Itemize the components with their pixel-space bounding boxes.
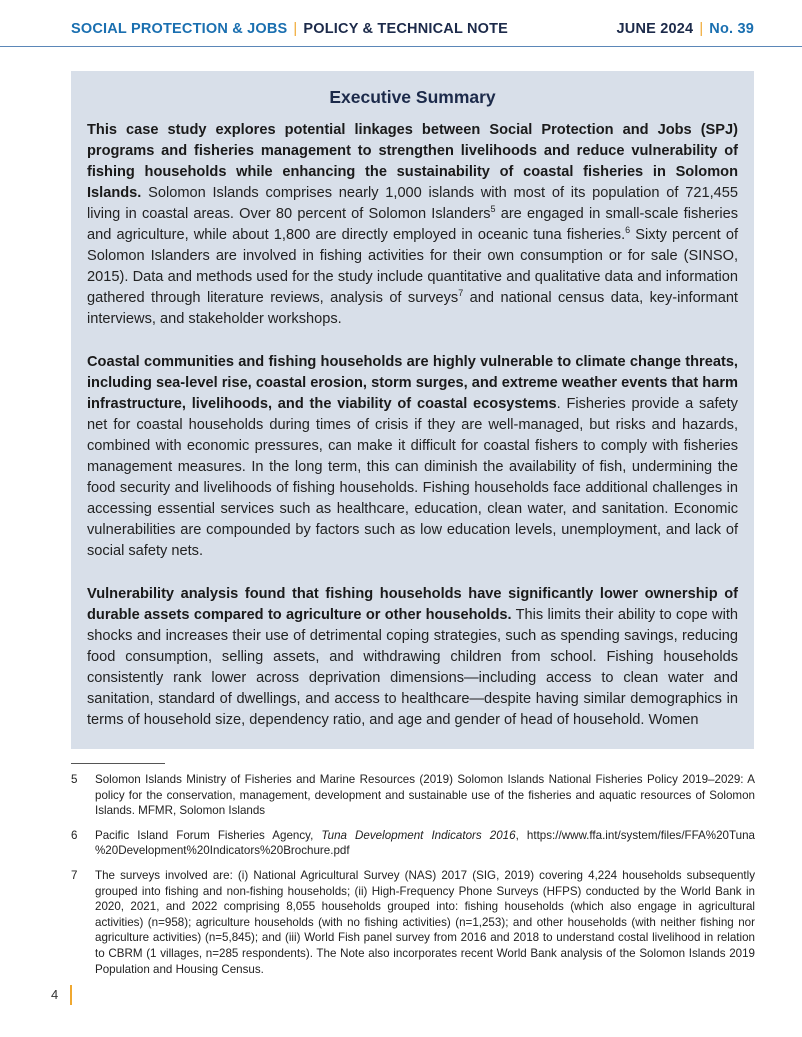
footnote-7 <box>71 868 755 977</box>
header-series: SOCIAL PROTECTION & JOBS <box>71 21 288 37</box>
footnote-text: The surveys involved are: (i) National Agricultural Survey (NAS) 2017 (SIG, 2019) covering 4,224 households subsequently grouped into fishing and non-fishing households; (ii) High-Frequency Phone Surveys (HFPS) conducted by the World Bank in 2020, 2021, and 2022 comprising 8,055 households grouped into: fishing households (which also engage in agricultural activities) (n=958); agriculture households (with no fishing activities) (n=1,253); and other households (with neither fishing nor agriculture activities) (n=5,845); and (iii) World Fish panel survey from 2016 and 2018 to understand costal livelihood in relation to CBRM (1 villages, n=285 respondents). The Note also incorporates recent World Bank analysis of the Solomon Islands 2019 Population and Housing Census. <box>95 868 755 976</box>
header-left <box>71 21 508 37</box>
paragraph-2-text: . Fisheries provide a safety net for coastal households during times of crisis if they are well-managed, but risks and hazards, combined with economic pressures, can make it difficult for coastal fishers to comply with fisheries management measures. In the long term, this can diminish the availability of fish, undermining the food security and livelihoods of fishing households. Fishing households face additional challenges in accessing essential services such as healthcare, education, clean water, and sanitation. Economic vulnerabilities are compounded by factors such as low education levels, unemployment, and lack of social safety nets. <box>87 396 738 559</box>
paragraph-1-text-4: and national census data, key-informant interviews, and stakeholder workshops. <box>87 290 738 327</box>
paragraph-1-lead: This case study explores potential linkages between Social Protection and Jobs (SPJ) programs and fisheries management to strengthen livelihoods and reduce vulnerability of fishing households while enhancing the sustainability of coastal fisheries in Solomon Islands. <box>87 122 738 201</box>
paragraph-2-lead: Coastal communities and fishing households are highly vulnerable to climate change threats, including sea-level rise, coastal erosion, storm surges, and extreme weather events that harm infrastructure, livelihoods, and the viability of coastal ecosystems <box>87 354 738 412</box>
footnote-ref-5[interactable]: 5 <box>490 204 496 215</box>
footnote-text: Solomon Islands Ministry of Fisheries and Marine Resources (2019) Solomon Islands National Fisheries Policy 2019–2029: A policy for the conservation, management, development and sustainable use of the fisheries and aquatic resources of Solomon Islands. MFMR, Solomon Islands <box>95 773 755 818</box>
header-date: JUNE 2024 <box>616 21 694 37</box>
page-number-bar <box>70 985 72 1005</box>
executive-summary-box <box>71 71 754 749</box>
footnote-divider <box>71 763 165 764</box>
footnote-url[interactable]: , https://www.ffa.int/system/files/FFA%20Tuna %20Development%20Indicators%20Brochure.pdf <box>95 828 755 858</box>
paragraph-1-text-1: Solomon Islands comprises nearly 1,000 islands with most of its population of 721,455 living in coastal areas. Over 80 percent of Solomon Islanders <box>87 185 738 222</box>
header-divider: | <box>293 21 298 37</box>
footnote-text-pre: Pacific Island Forum Fisheries Agency, <box>95 828 322 842</box>
footnote-5 <box>71 772 755 819</box>
page-header <box>0 0 802 47</box>
header-doc-type: POLICY & TECHNICAL NOTE <box>303 21 509 37</box>
header-right <box>617 21 754 37</box>
header-divider-2: | <box>699 21 704 37</box>
summary-title: Executive Summary <box>329 87 496 107</box>
footnote-title-italic: Tuna Development Indicators 2016 <box>321 828 516 842</box>
page-number: 4 <box>51 987 59 1002</box>
summary-paragraph-2 <box>87 352 738 562</box>
footnote-6 <box>71 828 755 859</box>
header-issue: No. 39 <box>709 21 754 37</box>
footnote-number: 7 <box>71 868 78 882</box>
footnote-number: 6 <box>71 828 78 842</box>
footnote-number: 5 <box>71 773 78 786</box>
paragraph-3-lead: Vulnerability analysis found that fishing households have significantly lower ownership of durable assets compared to agriculture or other households. <box>87 586 738 623</box>
footnotes <box>71 772 755 986</box>
footnote-ref-6[interactable]: 6 <box>625 225 631 236</box>
summary-paragraph-1 <box>87 120 738 330</box>
paragraph-1-text-2: are engaged in small-scale fisheries and agriculture, while about 1,800 are directly employed in oceanic tuna fisheries. <box>87 206 738 243</box>
summary-paragraph-3 <box>87 584 738 731</box>
paragraph-1-text-3: Sixty percent of Solomon Islanders are involved in fishing activities for their own consumption or for sale (SINSO, 2015). Data and methods used for the study include quantitative and qualitative data and information gathered through literature reviews, analysis of surveys <box>87 227 739 306</box>
footnote-ref-7[interactable]: 7 <box>458 288 464 299</box>
paragraph-3-text: This limits their ability to cope with shocks and increases their use of detrimental coping strategies, such as spending savings, reducing food consumption, selling assets, and withdrawing children from school. Fishing households consistently rank lower across deprivation dimensions—including access to clean water and sanitation, standard of dwellings, and access to healthcare—despite having similar demographics in terms of household size, dependency ratio, and age and gender of head of household. Women <box>87 607 738 728</box>
